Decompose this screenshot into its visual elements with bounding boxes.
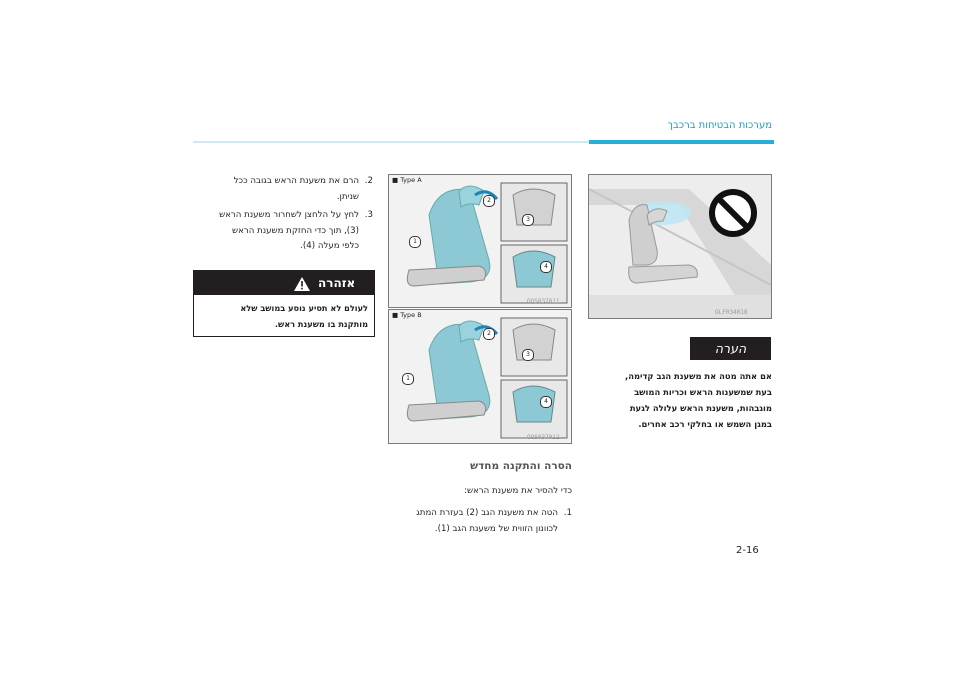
step-text: שניתן. — [336, 191, 359, 202]
callout-3: 3 — [522, 349, 534, 361]
note-body — [588, 368, 772, 432]
figure-code: OOS037012 — [527, 434, 560, 441]
step-line — [388, 522, 572, 538]
callout-2: 2 — [483, 328, 495, 340]
section-title: מערכות הבטיחות ברכבך — [667, 120, 772, 131]
step-line — [388, 506, 572, 522]
callout-1: 1 — [409, 236, 421, 248]
figure-code: OOS037011 — [527, 298, 560, 305]
step-line — [193, 174, 373, 190]
warning-box — [193, 270, 375, 337]
removal-step-1 — [388, 506, 572, 537]
step-text: הרם את משענת הראש בגובה ככל — [233, 176, 359, 186]
header-accent-bar — [589, 140, 774, 144]
step-line — [193, 224, 373, 240]
warning-line: מותקנת בו משענת ראש. — [274, 319, 368, 329]
callout-4: 4 — [540, 396, 552, 408]
removal-intro: כדי להסיר את משענת הראש: — [464, 486, 572, 496]
callout-4: 4 — [540, 261, 552, 273]
note-line: מוגבהות, משענת הראש עלולה לגעת — [629, 403, 772, 413]
step-number: 1. — [563, 508, 572, 518]
step-line — [193, 208, 373, 224]
note-line: בעת שמשענות הראש וכריות המושב — [634, 387, 772, 397]
step-3 — [193, 208, 373, 255]
step-line — [193, 239, 373, 255]
headrest-contact-illustration — [588, 174, 772, 319]
step-text: (3), תוך כדי החזקת משענת הראש — [232, 225, 359, 236]
callout-3: 3 — [522, 214, 534, 226]
step-text: הטה את משענת הגב (2) בעזרת המתג — [416, 508, 558, 518]
step-text: כלפי מעלה (4). — [300, 241, 359, 251]
type-a-label: ■ Type A — [392, 176, 422, 184]
warning-text — [200, 300, 368, 332]
step-line — [193, 190, 373, 206]
callout-2: 2 — [483, 195, 495, 207]
warning-triangle-icon — [294, 276, 310, 290]
warning-line: לעולם לא תסיע נוסע במושב שלא — [240, 303, 368, 313]
type-b-label: ■ Type B — [392, 311, 422, 319]
page-number: 2-16 — [736, 545, 759, 556]
note-line: אם אתה מטה את משענת הגב קדימה, — [625, 371, 772, 381]
note-line: במגן השמש או בחלקי רכב אחרים. — [638, 419, 772, 429]
warning-header — [194, 271, 374, 295]
step-text: לכוונון הזווית של משענת הגב (1). — [434, 523, 558, 534]
type-b-illustration — [388, 309, 572, 444]
step-2 — [193, 174, 373, 205]
removal-title: הסרה והתקנה מחדש — [470, 460, 572, 472]
type-a-illustration — [388, 174, 572, 308]
step-number: 3. — [364, 210, 373, 220]
warning-title: אזהרה — [318, 276, 356, 290]
step-text: לחץ על הלחצן לשחרור משענת הראש — [219, 210, 359, 220]
figure-code: OLF034018 — [715, 309, 748, 316]
step-number: 2. — [364, 176, 373, 186]
prohibited-icon — [707, 187, 759, 239]
callout-1: 1 — [402, 373, 414, 385]
note-title: הערה — [690, 337, 771, 360]
